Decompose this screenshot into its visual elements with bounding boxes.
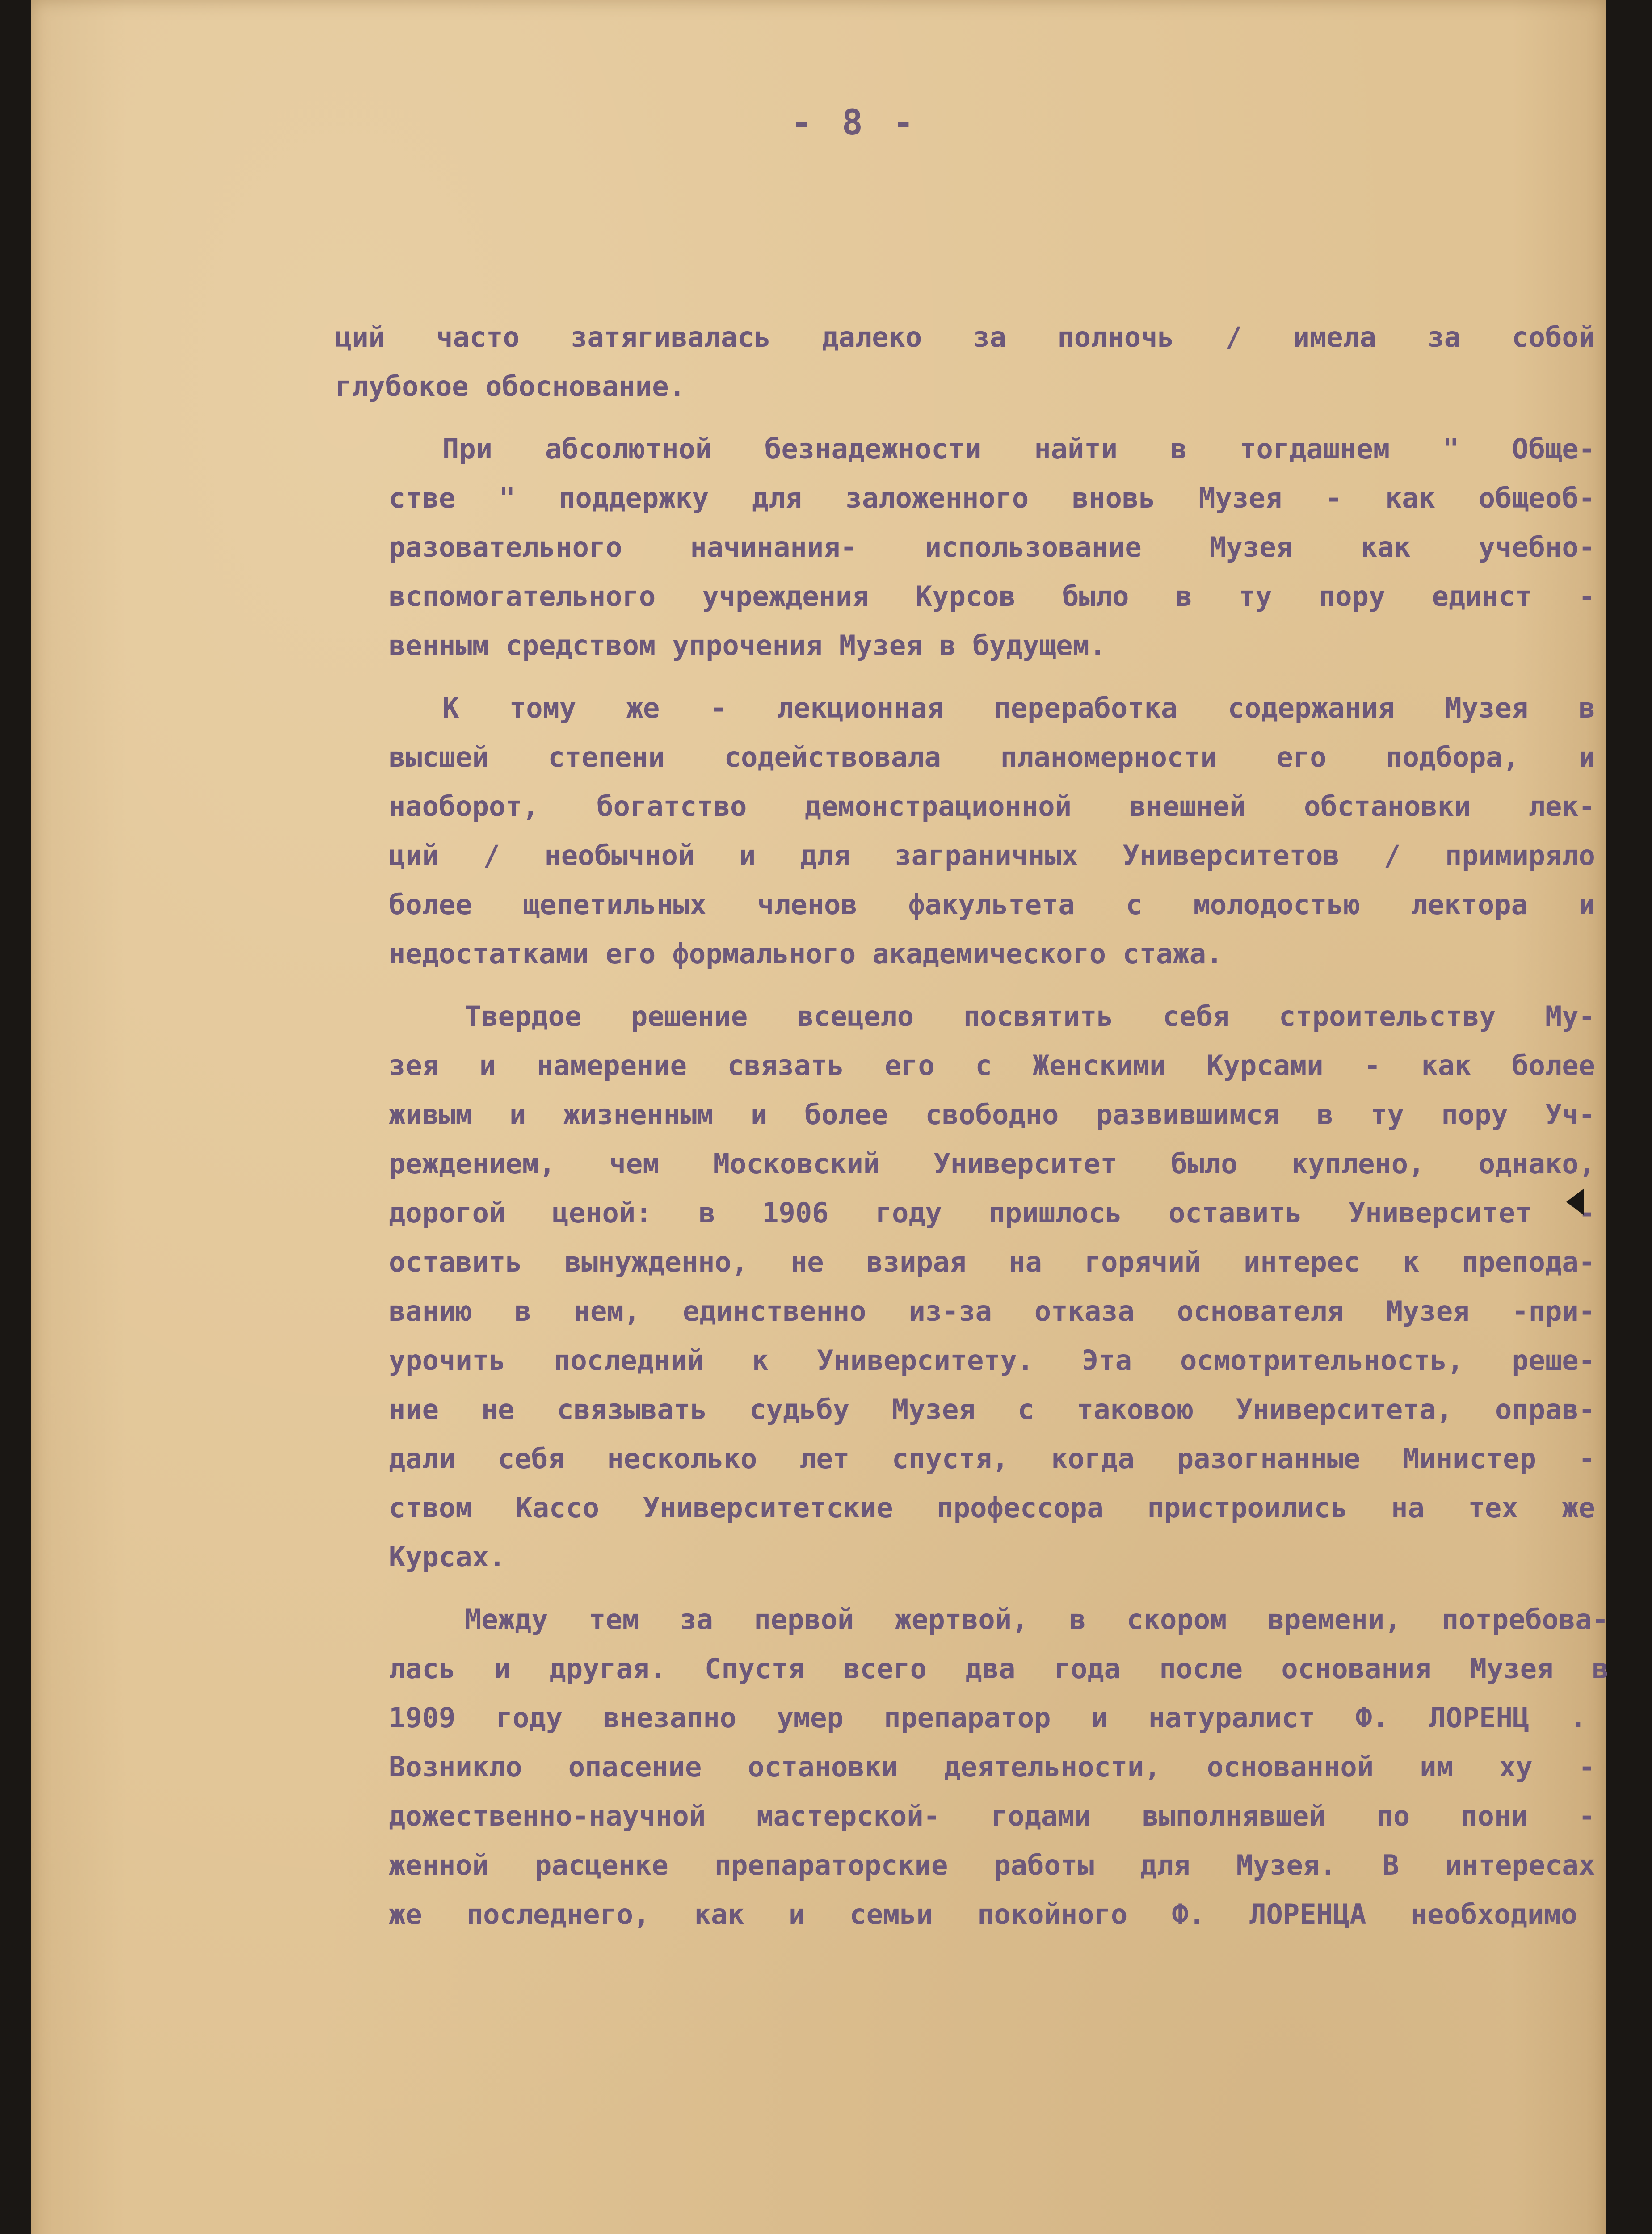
- paper-edge-notch: [1566, 1188, 1584, 1215]
- text-line: живым и жизненным и более свободно развившимся в ту пору Уч-: [389, 1098, 1595, 1131]
- text-line: 1909 году внезапно умер препаратор и натуралист Ф. ЛОРЕНЦ .: [389, 1701, 1586, 1734]
- text-line: наоборот, богатство демонстрационной внешней обстановки лек-: [389, 790, 1595, 823]
- typewritten-text-body: [335, 313, 1609, 1939]
- text-line: лась и другая. Спустя всего два года после основания Музея в: [389, 1652, 1609, 1685]
- text-line: ством Кассо Университетские профессора пристроились на тех же: [389, 1491, 1595, 1524]
- text-line: ние не связывать судьбу Музея с таковою Университета, оправ-: [389, 1393, 1595, 1426]
- text-line: Курсах.: [389, 1541, 506, 1573]
- text-line: дали себя несколько лет спустя, когда разогнанные Министер -: [389, 1442, 1595, 1475]
- text-line: же последнего, как и семьи покойного Ф. ЛОРЕНЦА необходимо: [389, 1898, 1577, 1931]
- text-line: разовательного начинания- использование Музея как учебно-: [389, 531, 1595, 563]
- text-line: зея и намерение связать его с Женскими Курсами - как более: [389, 1049, 1595, 1082]
- text-line: Возникло опасение остановки деятельности, основанной им ху -: [389, 1751, 1595, 1783]
- page-number: - 8 -: [791, 103, 918, 143]
- text-line: реждением, чем Московский Университет было куплено, однако,: [389, 1147, 1595, 1180]
- text-line: ванию в нем, единственно из-за отказа основателя Музея -при-: [389, 1295, 1595, 1327]
- text-line: ций / необычной и для заграничных Университетов / примиряло: [389, 839, 1595, 872]
- text-line: более щепетильных членов факультета с молодостью лектора и: [389, 888, 1595, 921]
- text-line: дожественно-научной мастерской- годами выполнявшей по пони -: [389, 1800, 1595, 1832]
- text-line: При абсолютной безнадежности найти в тогдашнем " Обще-: [442, 433, 1595, 465]
- text-line: Твердое решение всецело посвятить себя строительству Му-: [465, 1000, 1595, 1033]
- text-line: стве " поддержку для заложенного вновь Музея - как общеоб-: [389, 482, 1595, 514]
- text-line: недостатками его формального академического стажа.: [389, 937, 1223, 970]
- document-page: [31, 0, 1609, 2234]
- text-line: вспомогательного учреждения Курсов было в ту пору единст -: [389, 580, 1595, 613]
- text-line: Между тем за первой жертвой, в скором времени, потребова-: [465, 1603, 1609, 1636]
- text-line: венным средством упрочения Музея в будущем.: [389, 629, 1106, 662]
- text-line: глубокое обоснование.: [335, 370, 685, 403]
- text-line: женной расценке препараторские работы для Музея. В интересах: [389, 1849, 1595, 1881]
- text-line: высшей степени содействовала планомерности его подбора, и: [389, 741, 1595, 773]
- text-line: ций часто затягивалась далеко за полночь / имела за собой: [335, 321, 1595, 353]
- text-line: оставить вынужденно, не взирая на горячий интерес к препода-: [389, 1246, 1595, 1278]
- text-line: урочить последний к Университету. Эта осмотрительность, реше-: [389, 1344, 1595, 1377]
- text-line: дорогой ценой: в 1906 году пришлось оставить Университет -: [389, 1197, 1595, 1229]
- text-line: К тому же - лекционная переработка содержания Музея в: [442, 692, 1595, 724]
